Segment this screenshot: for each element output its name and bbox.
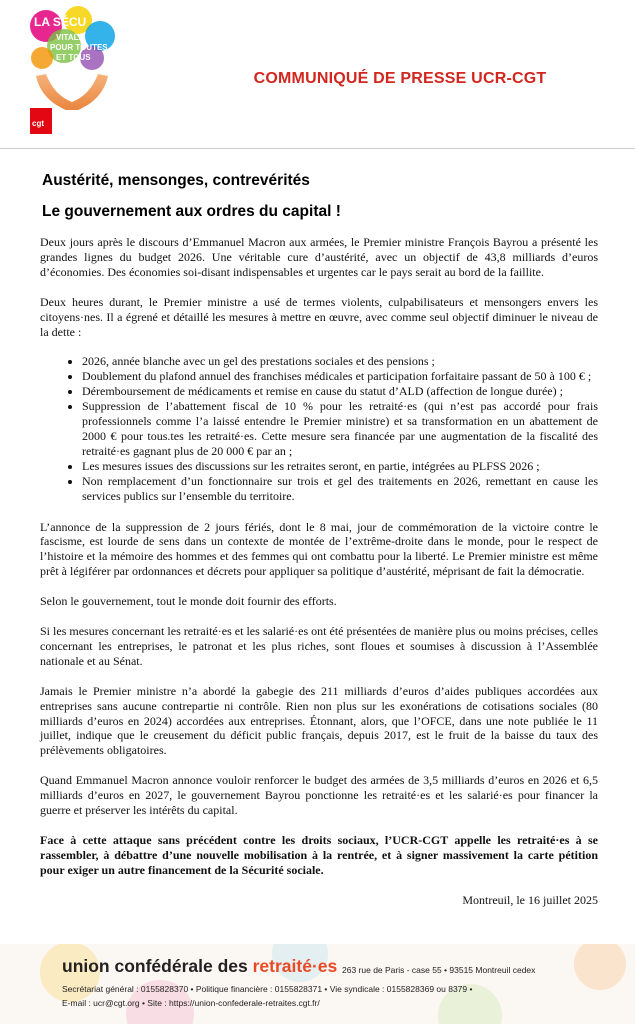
paragraph-6: Jamais le Premier ministre n’a abordé la gabegie des 211 milliards d’euros d’aides publiques accordées aux entreprises sans aucune contrepartie ni contrôle. Rien non plus sur les exonérations de cotisations sociales (80 milliards d’euros en 2024) accordées aux entreprises. Étonnant, alors, que l’OFCE, dans une note publiée le 11 juillet, indique que le creusement du déficit public français, depuis 2017, est le fruit de la baisse du taux des prélèvements obligatoires. [40,683,598,758]
paragraph-5: Si les mesures concernant les retraité·es et les salarié·es ont été présentées de manière plus ou moins précises, celles concernant les entreprises, le patronat et les plus riches, sont floues et soumises à discussion à l’Assemblée nationale et au Sénat. [40,624,598,668]
press-release-title: COMMUNIQUÉ DE PRESSE UCR-CGT [253,70,547,87]
svg-text:cgt: cgt [32,119,44,128]
svg-text:POUR TOUTES: POUR TOUTES [50,43,108,52]
paragraph-7: Quand Emmanuel Macron annonce vouloir renforcer le budget des armées de 3,5 milliards d’euros en 2026 et 6,5 milliards d’euros en 2027, le gouvernement Bayrou ponctionne les retraité·es et les salarié·es pour financer la guerre et préserver les intérêts du capital. [40,773,598,818]
paragraph-4: Selon le gouvernement, tout le monde doit fournir des efforts. [40,594,337,609]
footer-contact-links: E-mail : ucr@cgt.org • Site : https://union-confederale-retraites.cgt.fr/ [62,998,320,1008]
page-header [0,0,635,150]
list-item: • Non remplacement d’un fonctionnaire sur trois et gel des traitements en 2026, remettant en cause les services publics sur l’ensemble du territoire. [82,474,598,504]
paragraph-1: Deux jours après le discours d’Emmanuel Macron aux armées, le Premier ministre François Bayrou a présenté les grandes lignes du budget 2026. Une véritable cure d’austérité, avec un objectif de 43,8 milliards d’euros d’économies. Des économies soi-disant indispensables et urgentes car le pays serait au bord de la faillite. [40,235,598,279]
svg-text:LA SÉCU: LA SÉCU [34,15,87,29]
list-item: • 2026, année blanche avec un gel des prestations sociales et des pensions ; [82,354,598,369]
header-divider [0,148,635,149]
list-item: • Suppression de l’abattement fiscal de 10 % pour les retraité·es (qui n’est pas accordé pour frais professionnels comme l’a laissé entendre le Premier ministre) et sa transformation en un abattement de 2000 € pour tous.tes les retraité·es. Cette mesure sera financée par une augmentation de la fiscalité des retraité·es gagnant plus de 20 000 € par an ; [82,399,598,459]
call-to-action-paragraph: Face à cette attaque sans précédent contre les droits sociaux, l’UCR-CGT appelle les retraité·es à se rassembler, à débattre d’une nouvelle mobilisation à la rentrée, et à signer massivement la carte pétition pour exiger un autre financement de la Sécurité sociale. [40,833,598,877]
article-body [40,172,598,908]
measures-list [40,354,598,503]
list-item: • Déremboursement de médicaments et remise en cause du statut d’ALD (affection de longue durée) ; [82,384,598,399]
list-item: • Les mesures issues des discussions sur les retraites seront, en partie, intégrées au PLFSS 2026 ; [82,459,598,474]
secu-vitale-logo [26,6,118,138]
page-footer [0,944,635,1024]
article-title: Austérité, mensonges, contrevérités [42,172,310,189]
list-item: • Doublement du plafond annuel des franchises médicales et participation forfaitaire passant de 50 à 100 € ; [82,369,598,384]
paragraph-3: L’annonce de la suppression de 2 jours fériés, dont le 8 mai, jour de commémoration de la victoire contre le fascisme, est lourde de sens dans un contexte de montée de l’extrême-droite dans le monde, pour le respect de l’histoire et la mémoire des hommes et des femmes qui ont combattu pour la liberté. Le Premier ministre est même prêt à légiférer par ordonnances et décrets pour appliquer sa politique d’austérité, méprisant de fait la démocratie. [40,519,598,579]
date-line: Montreuil, le 16 juillet 2025 [462,892,598,907]
footer-organisation-name: union confédérale des retraité·es [62,956,338,976]
svg-text:VITALE: VITALE [56,33,84,42]
svg-text:ET TOUS: ET TOUS [56,53,91,62]
footer-address: 263 rue de Paris - case 55 • 93515 Montreuil cedex [342,965,536,975]
paragraph-2: Deux heures durant, le Premier ministre a usé de termes violents, culpabilisateurs et mensongers envers les citoyens·nes. Il a égrené et détaillé les mesures à mettre en œuvre, avec comme seul objectif diminuer le niveau de la dette : [40,294,598,339]
article-subtitle: Le gouvernement aux ordres du capital ! [42,203,341,220]
footer-phones: Secrétariat général : 0155828370 • Politique financière : 0155828371 • Vie syndicale : 0155828369 ou 8379 • [62,984,473,994]
